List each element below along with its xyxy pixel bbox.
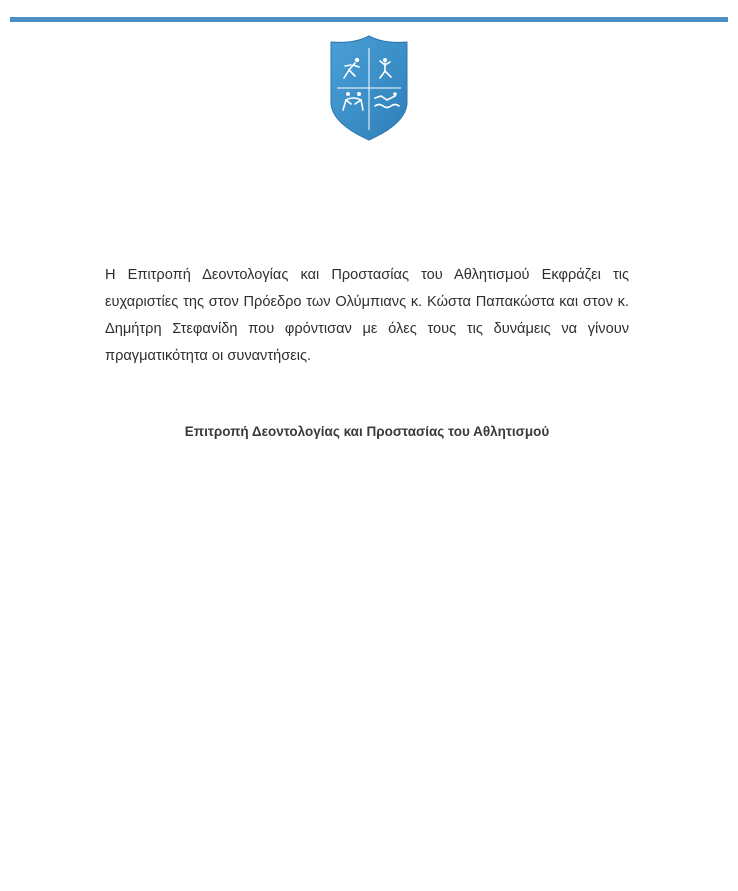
header-rule xyxy=(10,17,728,22)
letter-body: Η Επιτροπή Δεοντολογίας και Προστασίας του Αθλητισμού Εκφράζει τις ευχαριστίες της στον Πρόεδρο των Ολύμπιανς κ. Κώστα Παπακώστα και στον κ. Δημήτρη Στεφανίδη που φρόντισαν με όλες τους τις δυνάμεις να γίνουν πραγματικότητα οι συναντήσεις. xyxy=(105,267,629,364)
shield-emblem-icon xyxy=(329,34,409,142)
letter-signature: Επιτροπή Δεοντολογίας και Προστασίας του Αθλητισμού xyxy=(184,424,550,439)
